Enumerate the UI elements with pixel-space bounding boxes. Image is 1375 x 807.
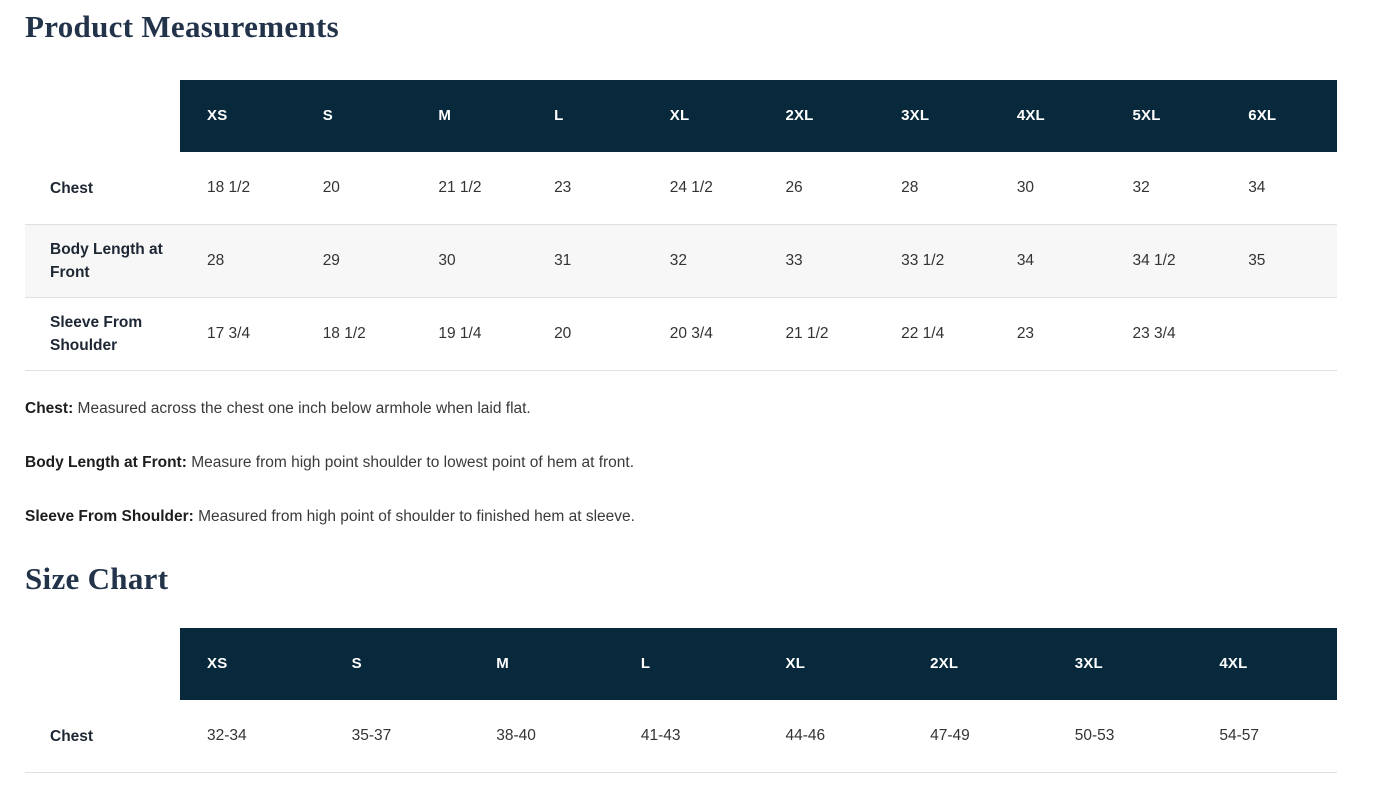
product-measurements-table [25, 80, 1337, 371]
measurement-row [25, 700, 1337, 773]
measurement-cell: 34 [990, 225, 1106, 298]
measurement-cell: 19 1/4 [411, 298, 527, 371]
note-sleeve [25, 506, 1337, 527]
measurement-cell: 23 [527, 152, 643, 225]
measurement-cell: 32 [643, 225, 759, 298]
measurement-row [25, 152, 1337, 225]
note-chest [25, 398, 1337, 419]
measurement-cell: 23 3/4 [1106, 298, 1222, 371]
measurement-cell: 26 [758, 152, 874, 225]
measurement-cell: 23 [990, 298, 1106, 371]
measurement-cell [1221, 298, 1337, 371]
measurement-cell: 30 [990, 152, 1106, 225]
note-chest-term: Chest: [25, 400, 74, 417]
note-chest-definition: Measured across the chest one inch below armhole when laid flat. [77, 400, 531, 417]
measurement-cell: 28 [874, 152, 990, 225]
measurement-cell: 47-49 [903, 700, 1048, 773]
note-body-length-definition: Measure from high point shoulder to lowest point of hem at front. [191, 454, 635, 471]
measurement-cell: 44-46 [759, 700, 904, 773]
measurement-cell: 41-43 [614, 700, 759, 773]
size-column-header: M [469, 628, 614, 700]
size-column-header: 6XL [1221, 80, 1337, 152]
measurement-cell: 29 [296, 225, 412, 298]
measurement-cell: 21 1/2 [758, 298, 874, 371]
label-column-spacer [25, 628, 180, 700]
note-sleeve-definition: Measured from high point of shoulder to finished hem at sleeve. [198, 508, 635, 525]
measurement-cell: 20 [296, 152, 412, 225]
size-column-header: XS [180, 628, 325, 700]
measurement-cell: 28 [180, 225, 296, 298]
measurement-cell: 54-57 [1192, 700, 1337, 773]
measurement-cell: 22 1/4 [874, 298, 990, 371]
measurement-row [25, 225, 1337, 298]
measurement-cell: 24 1/2 [643, 152, 759, 225]
measurement-cell: 38-40 [469, 700, 614, 773]
measurement-cell: 20 3/4 [643, 298, 759, 371]
measurement-cell: 31 [527, 225, 643, 298]
measurement-row [25, 298, 1337, 371]
measurement-cell: 20 [527, 298, 643, 371]
note-body-length [25, 452, 1337, 473]
measurement-cell: 18 1/2 [296, 298, 412, 371]
size-column-header: 4XL [990, 80, 1106, 152]
measurement-cell: 35 [1221, 225, 1337, 298]
size-column-header: S [325, 628, 470, 700]
product-measurements-title: Product Measurements [25, 9, 339, 44]
measurement-cell: 34 [1221, 152, 1337, 225]
size-column-header: 2XL [903, 628, 1048, 700]
measurement-cell: 32-34 [180, 700, 325, 773]
measurement-cell: 17 3/4 [180, 298, 296, 371]
size-header-row [25, 80, 1337, 152]
measurement-cell: 33 1/2 [874, 225, 990, 298]
size-column-header: XL [759, 628, 904, 700]
size-chart-title: Size Chart [25, 561, 169, 596]
size-column-header: XS [180, 80, 296, 152]
size-column-header: 5XL [1106, 80, 1222, 152]
measurement-cell: 33 [758, 225, 874, 298]
size-column-header: 3XL [874, 80, 990, 152]
row-label: Body Length at Front [25, 225, 180, 298]
row-label: Chest [25, 700, 180, 773]
size-column-header: M [411, 80, 527, 152]
measurement-cell: 30 [411, 225, 527, 298]
size-header-row [25, 628, 1337, 700]
size-chart-table [25, 628, 1337, 773]
size-column-header: 3XL [1048, 628, 1193, 700]
row-label: Sleeve From Shoulder [25, 298, 180, 371]
size-column-header: L [527, 80, 643, 152]
measurement-cell: 21 1/2 [411, 152, 527, 225]
label-column-spacer [25, 80, 180, 152]
measurement-cell: 34 1/2 [1106, 225, 1222, 298]
measurement-cell: 50-53 [1048, 700, 1193, 773]
size-column-header: 2XL [758, 80, 874, 152]
note-sleeve-term: Sleeve From Shoulder: [25, 508, 194, 525]
size-column-header: XL [643, 80, 759, 152]
size-column-header: 4XL [1192, 628, 1337, 700]
measurement-cell: 32 [1106, 152, 1222, 225]
note-body-length-term: Body Length at Front: [25, 454, 187, 471]
row-label: Chest [25, 152, 180, 225]
measurement-notes [25, 398, 1337, 527]
measurement-cell: 18 1/2 [180, 152, 296, 225]
measurement-cell: 35-37 [325, 700, 470, 773]
size-column-header: S [296, 80, 412, 152]
size-column-header: L [614, 628, 759, 700]
